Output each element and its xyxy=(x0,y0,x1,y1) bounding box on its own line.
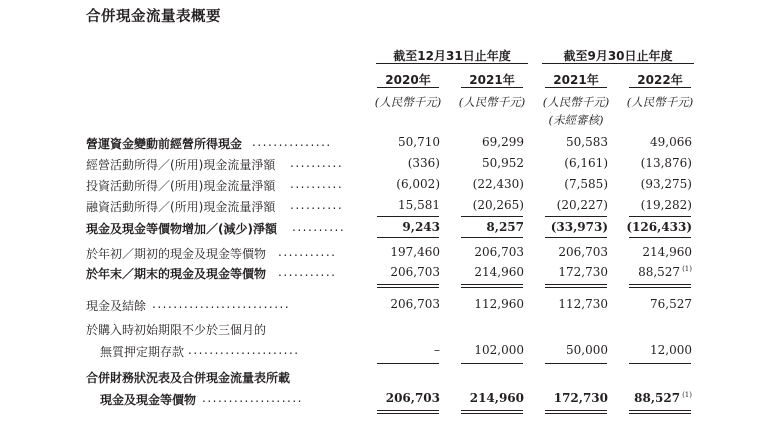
leader-dots: .......... xyxy=(292,220,346,234)
row-label: 經營活動所得／(所用)現金流量淨額 xyxy=(86,158,276,172)
unit-label: (人民幣千元) xyxy=(542,95,610,109)
subtotal-rule xyxy=(377,363,439,364)
cell-value: (126,433) xyxy=(626,220,692,234)
cell-value: 172,730 xyxy=(553,391,608,405)
table-row xyxy=(0,245,774,265)
leader-dots: .......... xyxy=(290,198,344,212)
unit-label: (人民幣千元) xyxy=(458,95,526,109)
table-row xyxy=(0,391,774,411)
subtotal-rule xyxy=(629,216,691,217)
row-label: 於年初／期初的現金及現金等價物 xyxy=(86,247,267,261)
cell-value: 112,960 xyxy=(474,297,524,311)
cell-value: 206,703 xyxy=(558,245,608,259)
subtotal-rule xyxy=(377,237,439,238)
cell-value: 50,583 xyxy=(566,135,608,149)
year-rule xyxy=(545,87,607,88)
subtotal-rule xyxy=(629,363,691,364)
header-group-rule xyxy=(542,63,694,64)
cell-value: 112,730 xyxy=(558,297,608,311)
row-label: 於年末／期末的現金及現金等價物 xyxy=(86,267,267,281)
cell-value: (19,282) xyxy=(640,198,692,212)
total-double-rule xyxy=(377,284,439,285)
cell-value: 50,952 xyxy=(482,156,524,170)
year-header-2021-sep: 2021年 xyxy=(553,73,599,87)
cell-value: 197,460 xyxy=(390,245,440,259)
leader-dots: .......... xyxy=(290,156,344,170)
cell-number: 88,527 xyxy=(634,391,681,405)
year-rule xyxy=(629,87,691,88)
row-label: 於購入時初始期限不少於三個月的 xyxy=(86,323,267,337)
total-double-rule xyxy=(545,410,607,411)
total-double-rule xyxy=(545,287,607,288)
cell-number: 88,527 xyxy=(638,265,681,279)
unit-label: (人民幣千元) xyxy=(626,95,694,109)
subtotal-rule xyxy=(461,237,523,238)
total-double-rule xyxy=(629,284,691,285)
leader-dots: ..................... xyxy=(188,343,300,357)
table-row xyxy=(0,297,774,317)
cell-value: 76,527 xyxy=(650,297,692,311)
header-group-rule xyxy=(376,63,528,64)
table-row xyxy=(0,135,774,155)
subtotal-rule xyxy=(545,363,607,364)
total-double-rule xyxy=(377,287,439,288)
leader-dots: .......................... xyxy=(152,297,291,311)
row-label: 無質押定期存款 xyxy=(100,345,185,359)
cell-value: 214,960 xyxy=(469,391,524,405)
cell-value: (13,876) xyxy=(640,156,692,170)
cell-value xyxy=(612,265,692,279)
table-row xyxy=(0,369,774,389)
cell-value: 102,000 xyxy=(474,343,524,357)
cell-value: (33,973) xyxy=(550,220,608,234)
cell-value: 214,960 xyxy=(474,265,524,279)
unaudited-label: (未經審核) xyxy=(548,113,604,127)
total-double-rule xyxy=(629,410,691,411)
total-double-rule xyxy=(461,287,523,288)
cell-value: (22,430) xyxy=(472,177,524,191)
cell-value: (6,002) xyxy=(396,177,440,191)
table-row xyxy=(0,198,774,218)
cell-value: 172,730 xyxy=(558,265,608,279)
total-double-rule xyxy=(545,413,607,414)
table-row xyxy=(0,177,774,197)
subtotal-rule xyxy=(545,216,607,217)
row-label: 營運資金變動前經營所得現金 xyxy=(86,137,243,151)
header-group-dec31: 截至12月31日止年度 xyxy=(393,49,511,63)
leader-dots: ................... xyxy=(202,391,303,405)
cell-value: (20,227) xyxy=(556,198,608,212)
row-label: 現金及現金等價物增加／(減少)淨額 xyxy=(86,222,277,236)
leader-dots: .......... xyxy=(290,177,344,191)
row-label: 合併財務狀況表及合併現金流量表所載 xyxy=(86,371,291,385)
total-double-rule xyxy=(461,413,523,414)
cell-value: 206,703 xyxy=(385,391,440,405)
subtotal-rule xyxy=(461,216,523,217)
cell-value: (336) xyxy=(407,156,440,170)
cell-value: (7,585) xyxy=(564,177,608,191)
row-label: 投資活動所得／(所用)現金流量淨額 xyxy=(86,179,276,193)
cell-value xyxy=(612,391,692,405)
row-label: 融資活動所得／(所用)現金流量淨額 xyxy=(86,200,276,214)
cell-value: 206,703 xyxy=(474,245,524,259)
subtotal-rule xyxy=(377,216,439,217)
cell-value: 206,703 xyxy=(390,297,440,311)
cell-value: 15,581 xyxy=(398,198,440,212)
cell-value: 8,257 xyxy=(486,220,524,234)
cell-value: 12,000 xyxy=(650,343,692,357)
subtotal-rule xyxy=(629,237,691,238)
page-title: 合併現金流量表概要 xyxy=(86,9,221,25)
cell-value: (93,275) xyxy=(640,177,692,191)
cell-value: – xyxy=(434,343,440,357)
total-double-rule xyxy=(629,413,691,414)
year-rule xyxy=(461,87,523,88)
table-row xyxy=(0,343,774,363)
cell-value: 50,710 xyxy=(398,135,440,149)
subtotal-rule xyxy=(461,363,523,364)
total-double-rule xyxy=(545,284,607,285)
table-row xyxy=(0,265,774,285)
year-rule xyxy=(377,87,439,88)
footnote-marker: (1) xyxy=(682,265,692,273)
row-label: 現金及結餘 xyxy=(86,299,147,313)
total-double-rule xyxy=(461,410,523,411)
cell-value: 49,066 xyxy=(650,135,692,149)
total-double-rule xyxy=(377,413,439,414)
cell-value: (20,265) xyxy=(472,198,524,212)
unit-label: (人民幣千元) xyxy=(374,95,442,109)
leader-dots: ........... xyxy=(278,265,337,279)
total-double-rule xyxy=(461,284,523,285)
cell-value: 9,243 xyxy=(402,220,440,234)
year-header-2022-sep: 2022年 xyxy=(637,73,683,87)
footnote-marker: (1) xyxy=(682,391,692,399)
cell-value: 69,299 xyxy=(482,135,524,149)
subtotal-rule xyxy=(545,237,607,238)
table-row xyxy=(0,321,774,341)
year-header-2020: 2020年 xyxy=(385,73,431,87)
total-double-rule xyxy=(629,287,691,288)
header-group-sep30: 截至9月30日止年度 xyxy=(563,49,673,63)
year-header-2021: 2021年 xyxy=(469,73,515,87)
leader-dots: ............... xyxy=(252,135,332,149)
total-double-rule xyxy=(377,410,439,411)
row-label: 現金及現金等價物 xyxy=(100,393,197,407)
cell-value: 214,960 xyxy=(642,245,692,259)
leader-dots: ........... xyxy=(278,245,337,259)
cell-value: 206,703 xyxy=(390,265,440,279)
cell-value: (6,161) xyxy=(564,156,608,170)
table-row xyxy=(0,156,774,176)
cell-value: 50,000 xyxy=(566,343,608,357)
